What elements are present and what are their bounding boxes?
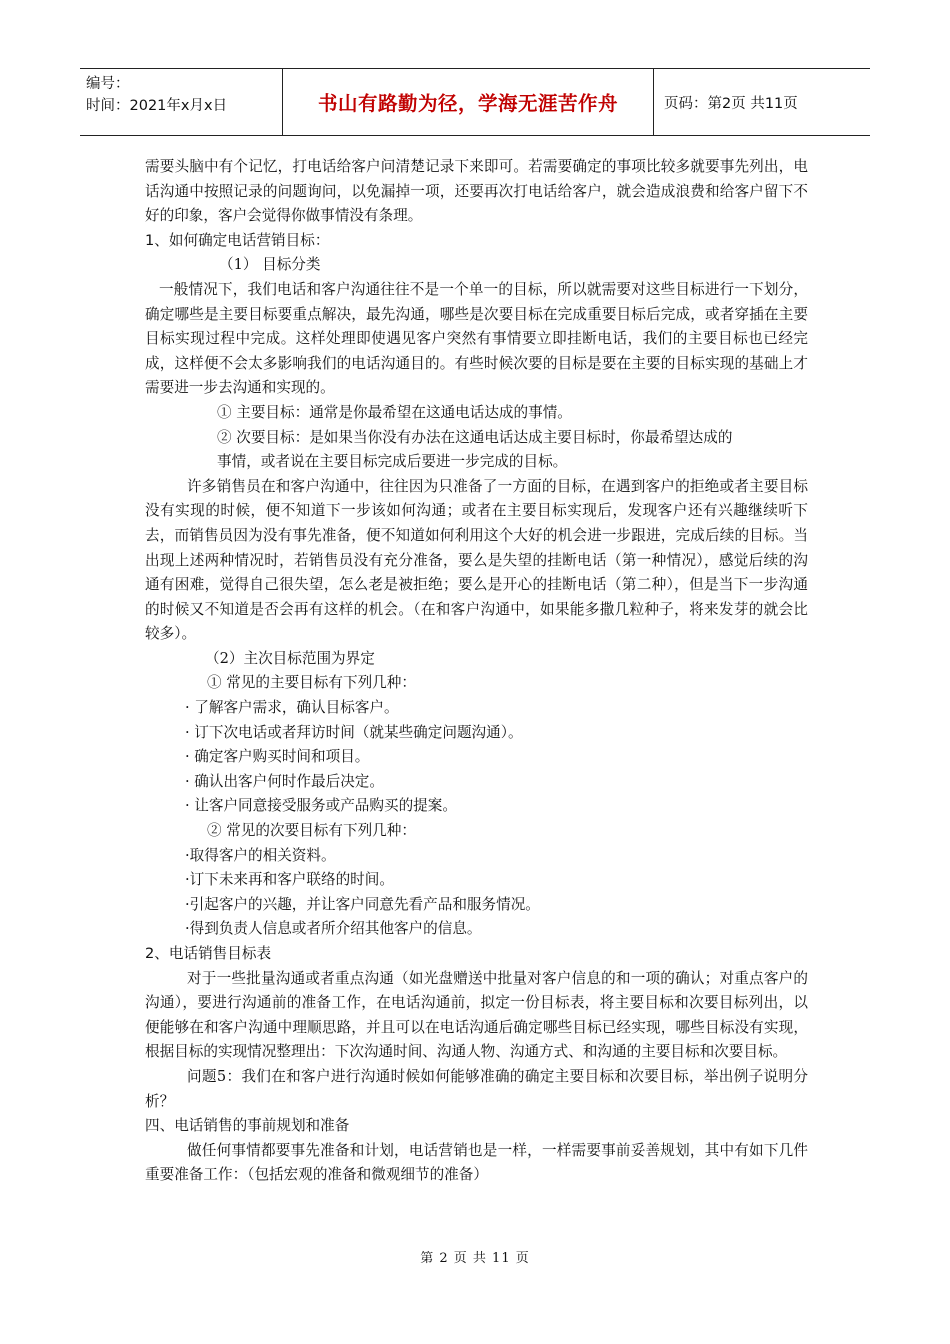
header-right-cell (654, 69, 870, 135)
header-left-cell (80, 69, 283, 135)
paragraph-3: 许多销售员在和客户沟通中，往往因为只准备了一方面的目标，在遇到客户的拒绝或者主要目标没有实现的时候，便不知道下一步该如何沟通；或者在主要目标实现后，发现客户还有兴趣继续听下去，而销售员因为没有事先准备，便不知道如何利用这个大好的机会进一步跟进，完成后续的目标。当出现上述两种情况时，若销售员没有充分准备，要么是失望的挂断电话（第一种情况），感觉后续的沟通有困难，觉得自己很失望，怎么老是被拒绝；要么是开心的挂断电话（第二种），但是当下一步沟通的时候又不知道是否会再有这样的机会。（在和客户沟通中，如果能多撒几粒种子，将来发芽的就会比较多）。 (145, 477, 808, 643)
list-item: · 订下次电话或者拜访时间（就某些确定问题沟通）。 (185, 723, 523, 741)
sub-goal-definition-line-1: ② 次要目标：是如果当你没有办法在这通电话达成主要目标时，你最希望达成的 (217, 428, 733, 446)
subheading-1-2: （2）主次目标范围为界定 (205, 649, 375, 667)
paragraph-1: 需要头脑中有个记忆，打电话给客户问清楚记录下来即可。若需要确定的事项比较多就要事先列出，电话沟通中按照记录的问题询问，以免漏掉一项，还要再次打电话给客户，就会造成浪费和给客户留下不好的印象，客户会觉得你做事情没有条理。 (145, 158, 808, 225)
paragraph-4: 对于一些批量沟通或者重点沟通（如光盘赠送中批量对客户信息的和一项的确认；对重点客户的沟通），要进行沟通前的准备工作，在电话沟通前，拟定一份目标表，将主要目标和次要目标列出，以便能够在和客户沟通中理顺思路，并且可以在电话沟通后确定哪些目标已经实现，哪些目标没有实现，根据目标的实现情况整理出：下次沟通时间、沟通人物、沟通方式、和沟通的主要目标和次要目标。 (145, 969, 808, 1061)
section-heading-3: 四、电话销售的事前规划和准备 (145, 1117, 350, 1135)
document-date: 时间：2021年x月x日 (86, 98, 228, 114)
sub-goal-definition-line-2: 事情，或者说在主要目标完成后要进一步完成的目标。 (217, 453, 568, 471)
list-item: · 让客户同意接受服务或产品购买的提案。 (185, 797, 457, 815)
sub-goal-list-title: ② 常见的次要目标有下列几种： (207, 822, 416, 840)
paragraph-5: 做任何事情都要事先准备和计划，电话营销也是一样，一样需要事前妥善规划，其中有如下几件重要准备工作：（包括宏观的准备和微观细节的准备） (145, 1141, 808, 1184)
page-footer: 第 2 页 共 11 页 (420, 1251, 530, 1266)
header-page-info: 页码：第2页 共11页 (664, 95, 798, 112)
question-5: 问题5：我们在和客户进行沟通时候如何能够准确的确定主要目标和次要目标，举出例子说明分析？ (145, 1067, 808, 1110)
list-item: · 确认出客户何时作最后决定。 (185, 772, 384, 790)
header-motto: 书山有路勤为径，学海无涯苦作舟 (317, 92, 618, 115)
section-heading-1: 1、如何确定电话营销目标： (145, 231, 330, 249)
list-item: · 了解客户需求，确认目标客户。 (185, 699, 399, 717)
subheading-1-1: （1） 目标分类 (219, 256, 321, 274)
paragraph-2: 一般情况下，我们电话和客户沟通往往不是一个单一的目标，所以就需要对这些目标进行一下划分，确定哪些是主要目标要重点解决，最先沟通，哪些是次要目标在完成重要目标后完成，或者穿插在主要目标实现过程中完成。这样处理即使遇见客户突然有事情要立即挂断电话，我们的主要目标也已经完成，这样便不会太多影响我们的电话沟通目的。有些时候次要的目标是要在主要的目标实现的基础上才需要进一步去沟通和实现的。 (145, 280, 808, 397)
page-header (80, 68, 870, 136)
list-item: · 确定客户购买时间和项目。 (185, 748, 370, 766)
list-item: ·取得客户的相关资料。 (185, 846, 336, 864)
section-heading-2: 2、电话销售目标表 (145, 945, 272, 962)
list-item: ·引起客户的兴趣，并让客户同意先看产品和服务情况。 (185, 895, 540, 913)
list-item: ·得到负责人信息或者所介绍其他客户的信息。 (185, 920, 482, 938)
list-item: ·订下未来再和客户联络的时间。 (185, 871, 394, 889)
main-goal-definition: ① 主要目标：通常是你最希望在这通电话达成的事情。 (217, 403, 572, 421)
header-middle-cell (283, 69, 654, 135)
document-number-label: 编号： (86, 76, 130, 92)
document-body (145, 155, 808, 1188)
main-goal-list-title: ① 常见的主要目标有下列几种： (207, 674, 416, 692)
